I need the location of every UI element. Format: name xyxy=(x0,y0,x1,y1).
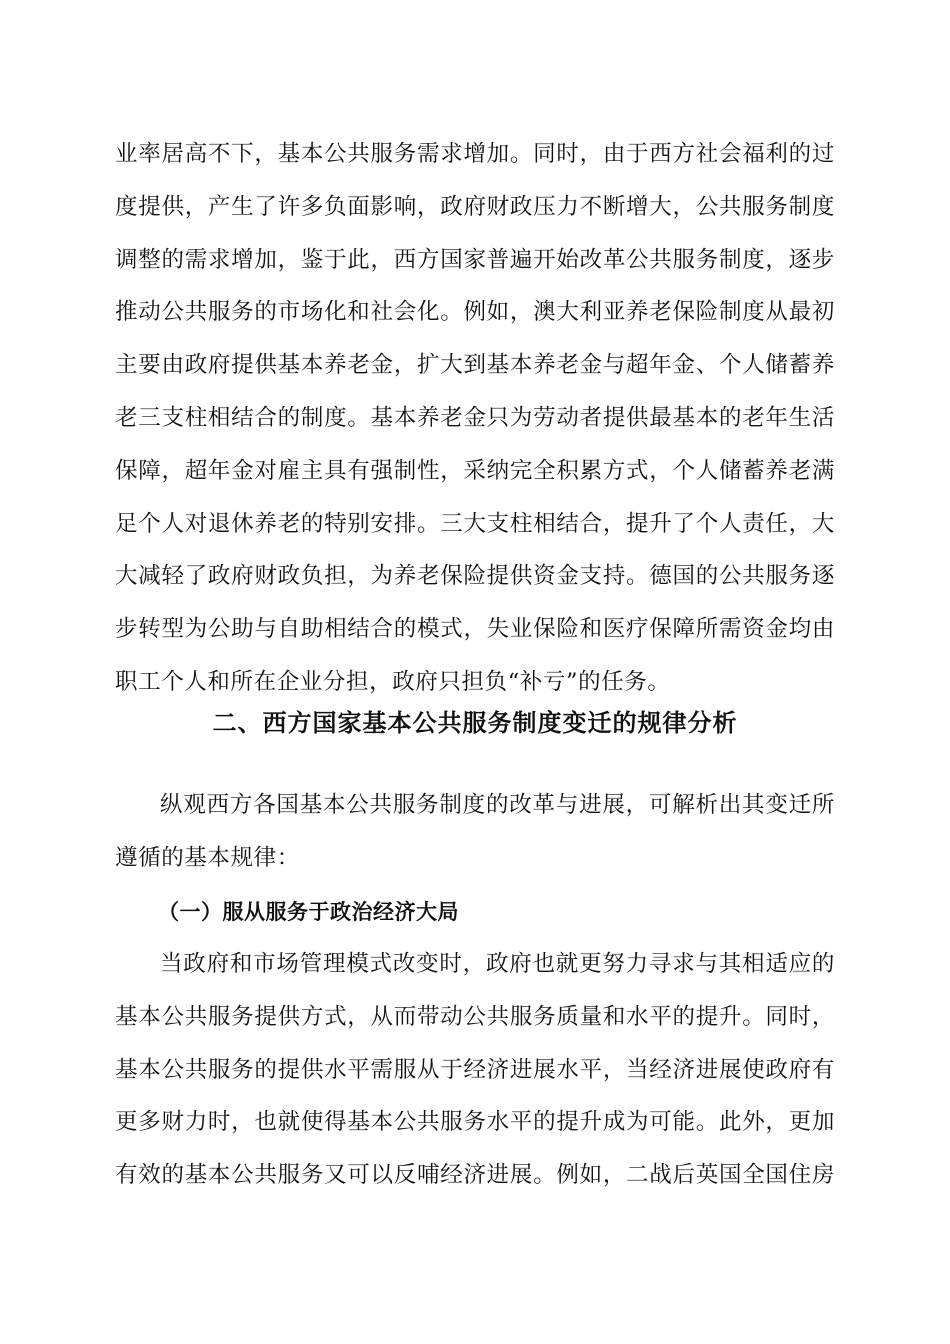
text-line: 业率居高不下，基本公共服务需求增加。同时，由于西方社会福利的过 xyxy=(115,141,835,167)
text-line: 调整的需求增加，鉴于此，西方国家普遍开始改革公共服务制度，逐步 xyxy=(115,246,835,273)
subsection-heading: （一）服从服务于政治经济大局 xyxy=(158,900,459,924)
paragraph-political-economy xyxy=(115,938,835,1202)
text-line: 基本公共服务提供方式，从而带动公共服务质量和水平的提升。同时， xyxy=(115,1003,835,1030)
paragraph-intro-rules xyxy=(115,779,835,885)
text-line: 度提供，产生了许多负面影响，政府财政压力不断增大，公共服务制度 xyxy=(115,193,835,220)
text-line: 推动公共服务的市场化和社会化。例如，澳大利亚养老保险制度从最初 xyxy=(115,299,835,326)
paragraph-pension-reform xyxy=(115,128,835,709)
text-line: 纵观西方各国基本公共服务制度的改革与进展，可解析出其变迁所 xyxy=(160,792,835,818)
text-line: 老三支柱相结合的制度。基本养老金只为劳动者提供最基本的老年生活 xyxy=(115,404,835,431)
text-line: 当政府和市场管理模式改变时，政府也就更努力寻求与其相适应的 xyxy=(160,951,835,977)
text-line: 保障，超年金对雇主具有强制性，采纳完全积累方式，个人储蓄养老满 xyxy=(115,457,835,484)
text-line: 主要由政府提供基本养老金，扩大到基本养老金与超年金、个人储蓄养 xyxy=(115,352,835,379)
text-line: 遵循的基本规律： xyxy=(115,844,300,871)
text-line: 有效的基本公共服务又可以反哺经济进展。例如，二战后英国全国住房 xyxy=(115,1162,835,1189)
text-line: 更多财力时，也就使得基本公共服务水平的提升成为可能。此外，更加 xyxy=(115,1109,835,1136)
text-line: 步转型为公助与自助相结合的模式，失业保险和医疗保障所需资金均由 xyxy=(115,616,835,643)
section-heading: 二、西方国家基本公共服务制度变迁的规律分析 xyxy=(212,709,738,737)
text-line: 足个人对退休养老的特别安排。三大支柱相结合，提升了个人责任，大 xyxy=(115,510,835,537)
text-line: 职工个人和所在企业分担，政府只担负“补亏”的任务。 xyxy=(115,668,671,695)
text-line: 大减轻了政府财政负担，为养老保险提供资金支持。德国的公共服务逐 xyxy=(115,563,835,590)
text-line: 基本公共服务的提供水平需服从于经济进展水平，当经济进展使政府有 xyxy=(115,1056,835,1083)
